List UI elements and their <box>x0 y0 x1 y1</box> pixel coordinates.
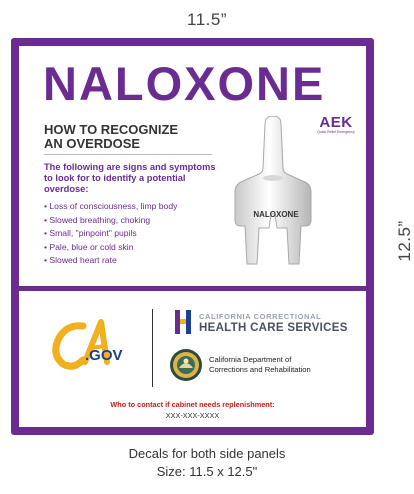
symptom-item: • Slowed breathing, choking <box>44 214 151 225</box>
nasal-spray-device-icon <box>231 116 315 266</box>
aek-logo-tagline: Quick Relief Emergency <box>317 130 355 134</box>
subtitle-divider <box>44 154 212 155</box>
symptoms-list <box>44 200 244 268</box>
symptom-item: • Pale, blue or cold skin <box>44 241 134 252</box>
cchcs-name-line-2: HEALTH CARE SERVICES <box>199 322 348 334</box>
caption-line-2: Size: 11.5 x 12.5" <box>156 464 258 479</box>
symptoms-intro: The following are signs and symptoms to look for to identify a potential overdose: <box>44 162 216 194</box>
cdcr-name-line-2: Corrections and Rehabilitation <box>209 365 311 374</box>
cchcs-logo-icon <box>174 308 192 336</box>
symptom-item: • Small, "pinpoint" pupils <box>44 228 137 239</box>
naloxone-decal <box>11 38 374 435</box>
height-dimension-label: 12.5” <box>395 220 414 262</box>
decal-subtitle <box>44 123 178 151</box>
contact-label: Who to contact if cabinet needs replenishment: <box>110 400 275 409</box>
panel-divider <box>19 286 366 291</box>
subtitle-line-2: AN OVERDOSE <box>44 136 141 151</box>
logo-divider <box>152 309 153 387</box>
caption-line-1: Decals for both side panels <box>128 446 286 461</box>
aek-logo <box>314 115 358 134</box>
ca-gov-logo-icon <box>47 316 137 376</box>
cdcr-name-line-1: California Department of <box>209 355 292 364</box>
aek-logo-text: AEK <box>319 114 353 131</box>
device-label: NALOXONE <box>253 210 299 219</box>
decal-title: NALOXONE <box>43 57 326 110</box>
symptom-item: • Slowed heart rate <box>44 255 117 266</box>
contact-phone: XXX-XXX-XXXX <box>165 411 220 420</box>
ca-gov-text: .GOV <box>85 347 123 364</box>
cdcr-name <box>209 355 349 375</box>
subtitle-line-1: HOW TO RECOGNIZE <box>44 122 179 137</box>
cchcs-name-line-1: CALIFORNIA CORRECTIONAL <box>199 312 322 321</box>
symptom-item: • Loss of consciousness, limp body <box>44 201 178 211</box>
cdcr-seal-icon <box>169 348 203 382</box>
width-dimension-label: 11.5” <box>187 10 227 29</box>
